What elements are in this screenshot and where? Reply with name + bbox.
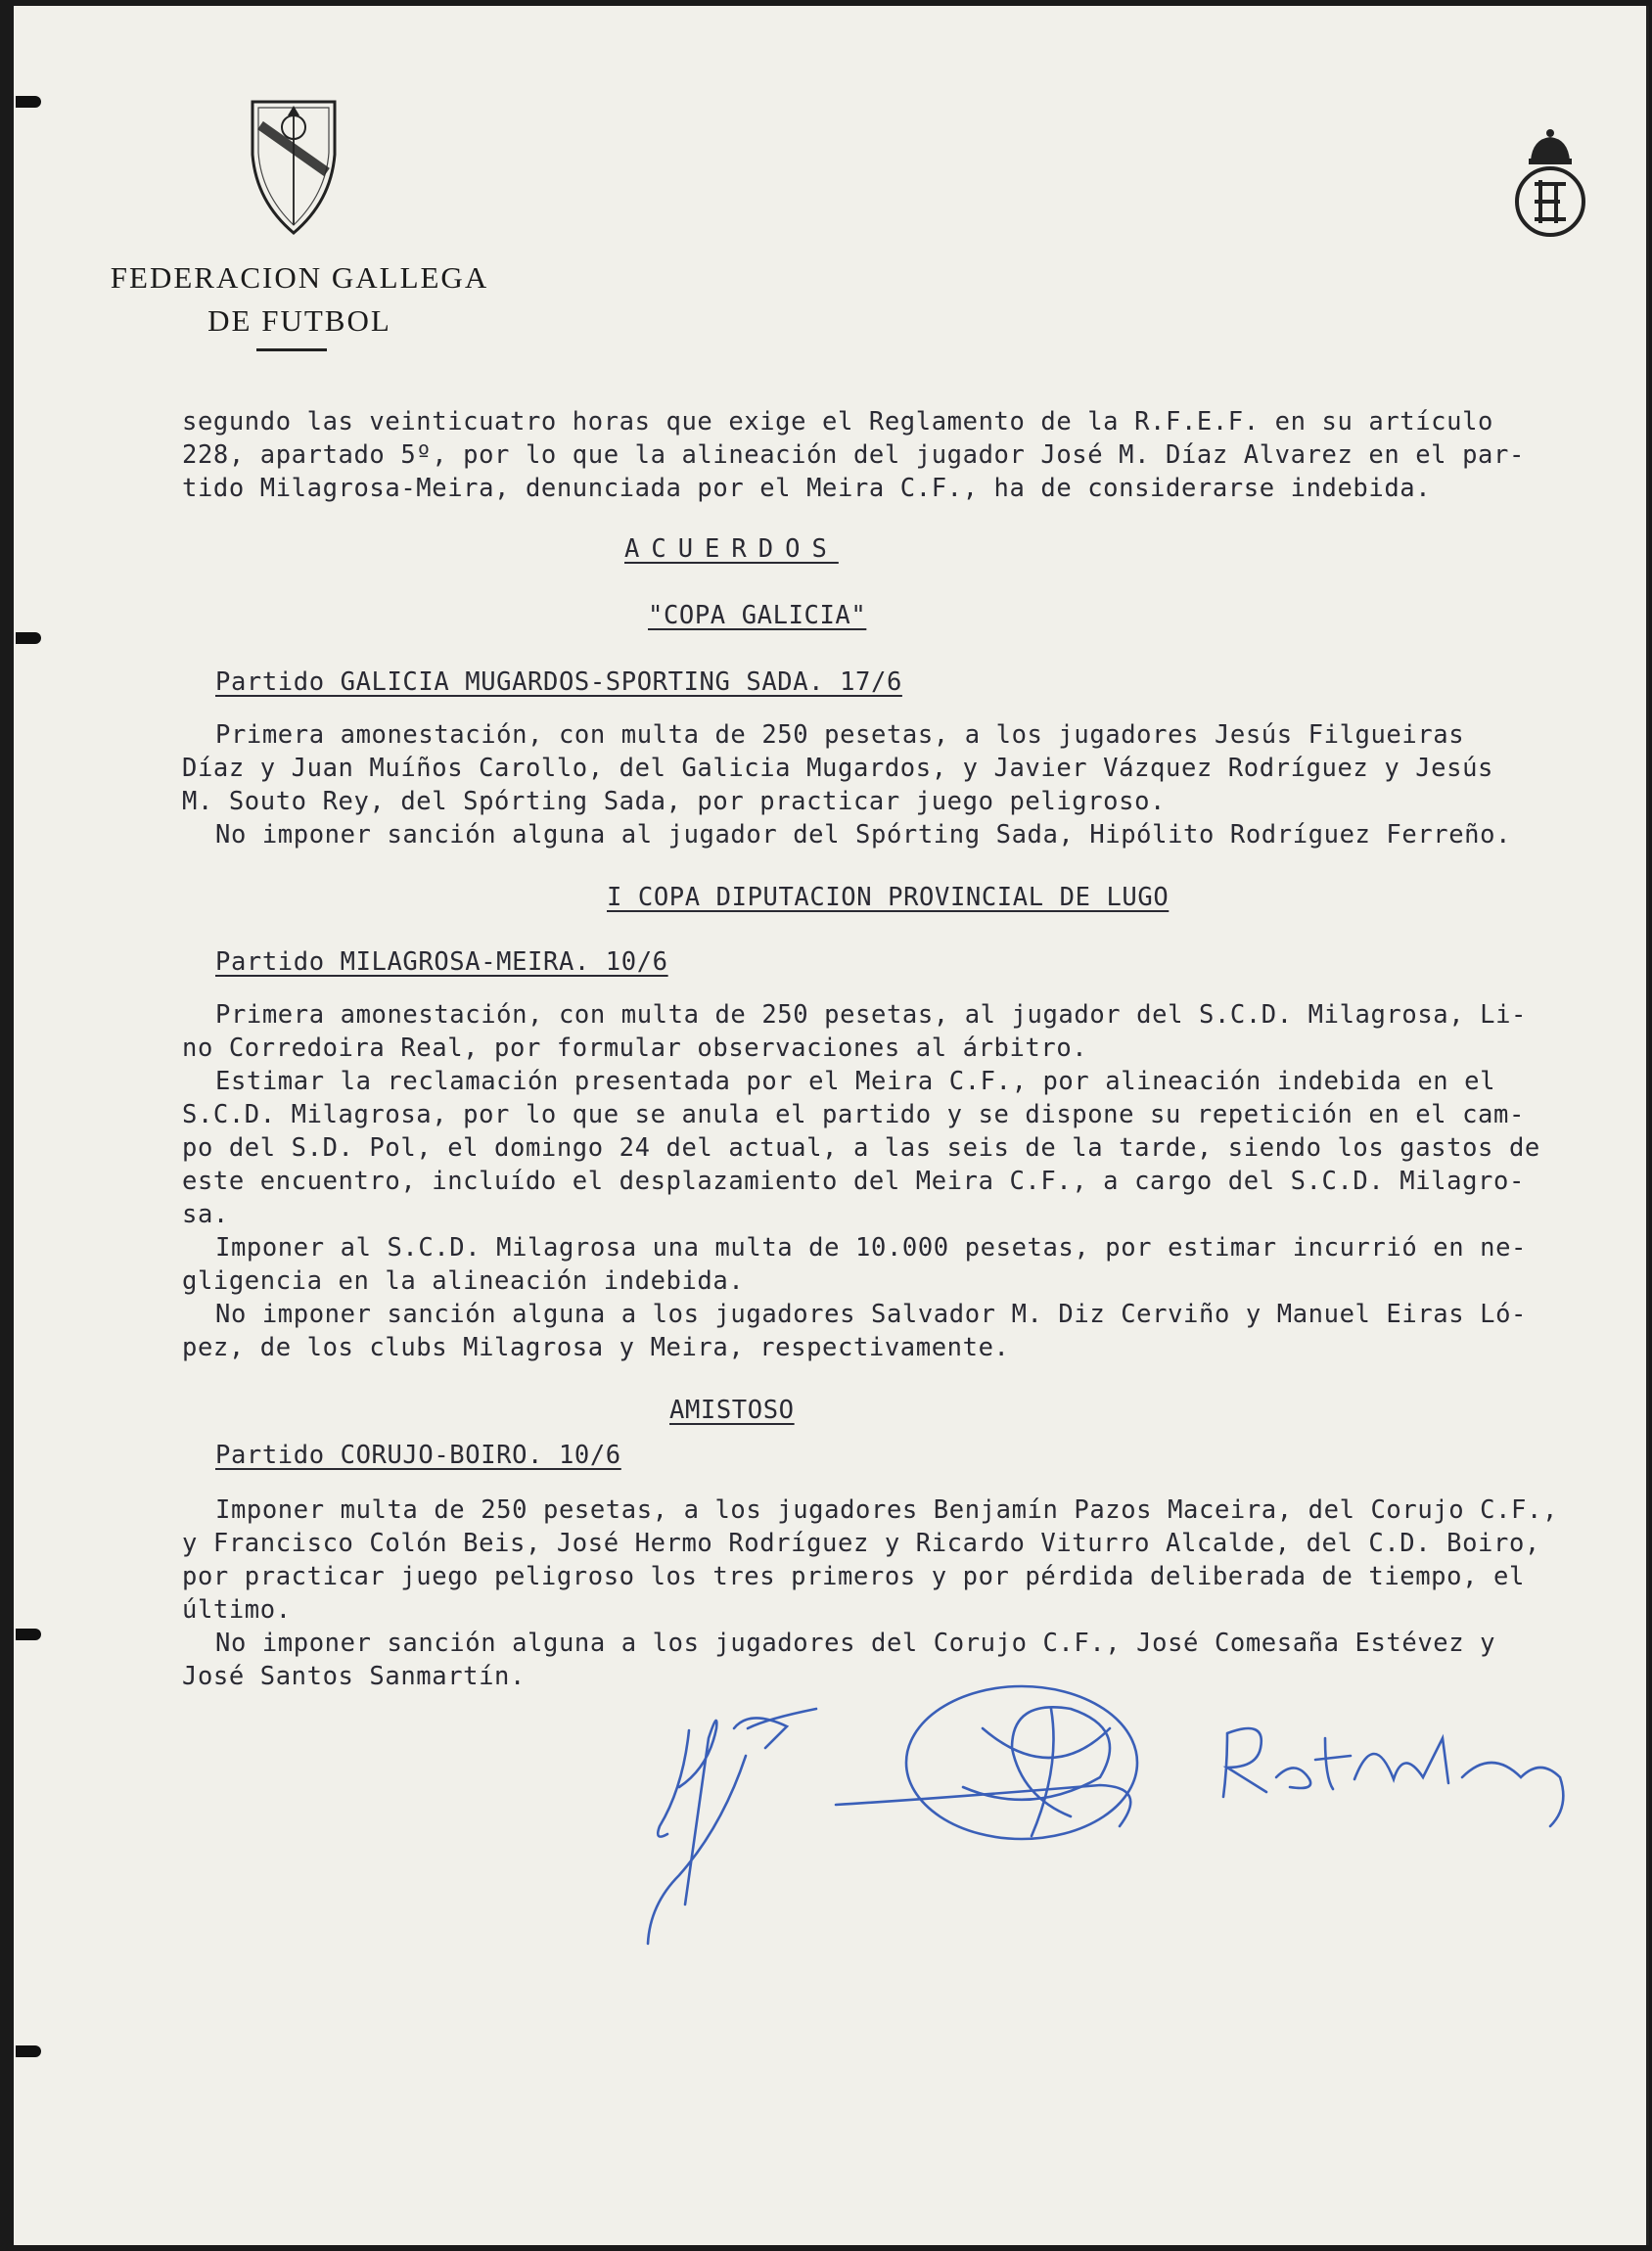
- punch-hole: [16, 96, 41, 108]
- intro-line-1: segundo las veinticuatro horas que exige el Reglamento de la R.F.E.F. en su artículo: [182, 407, 1493, 436]
- lugo-line-7: sa.: [182, 1200, 229, 1229]
- lugo-line-5: po del S.D. Pol, el domingo 24 del actual, a las seis de la tarde, siendo los gastos de: [182, 1133, 1540, 1163]
- royal-crest-icon: [1511, 125, 1589, 238]
- copa-lugo-title: I COPA DIPUTACION PROVINCIAL DE LUGO: [607, 883, 1170, 912]
- signature-1: [648, 1709, 816, 1944]
- lugo-match-heading: Partido MILAGROSA-MEIRA. 10/6: [215, 947, 668, 977]
- lugo-line-3: Estimar la reclamación presentada por el Meira C.F., por alineación indebida en el: [215, 1067, 1496, 1096]
- copa-galicia-title: "COPA GALICIA": [648, 601, 867, 630]
- intro-line-3: tido Milagrosa-Meira, denunciada por el Meira C.F., ha de considerarse indebida.: [182, 474, 1432, 503]
- lugo-line-1: Primera amonestación, con multa de 250 pesetas, al jugador del S.C.D. Milagrosa, Li-: [215, 1000, 1527, 1030]
- galicia-line-2: Díaz y Juan Muíños Carollo, del Galicia Mugardos, y Javier Vázquez Rodríguez y Jesús: [182, 754, 1493, 783]
- intro-line-2: 228, apartado 5º, por lo que la alineación del jugador José M. Díaz Alvarez en el par-: [182, 440, 1525, 470]
- amistoso-line-2: y Francisco Colón Beis, José Hermo Rodríguez y Ricardo Viturro Alcalde, del C.D. Boiro,: [182, 1529, 1540, 1558]
- acuerdos-title: ACUERDOS: [624, 534, 839, 564]
- lugo-line-10: No imponer sanción alguna a los jugadores Salvador M. Diz Cerviño y Manuel Eiras Ló-: [215, 1300, 1527, 1329]
- punch-hole: [16, 1629, 41, 1640]
- signature-2: [836, 1686, 1137, 1839]
- punch-hole: [16, 632, 41, 644]
- federation-name-line2: DE FUTBOL: [207, 303, 391, 338]
- federation-name-line1: FEDERACION GALLEGA: [110, 260, 489, 295]
- amistoso-line-6: José Santos Sanmartín.: [182, 1662, 526, 1691]
- lugo-line-2: no Corredoira Real, por formular observaciones al árbitro.: [182, 1034, 1088, 1063]
- lugo-line-4: S.C.D. Milagrosa, por lo que se anula el partido y se dispone su repetición en el cam-: [182, 1100, 1525, 1129]
- galicia-match-heading: Partido GALICIA MUGARDOS-SPORTING SADA. 17/6: [215, 667, 902, 697]
- signatures: [640, 1670, 1619, 1953]
- document-page: [14, 6, 1649, 2245]
- galicia-line-1: Primera amonestación, con multa de 250 pesetas, a los jugadores Jesús Filgueiras: [215, 720, 1465, 750]
- lugo-line-11: pez, de los clubs Milagrosa y Meira, respectivamente.: [182, 1333, 1010, 1362]
- galicia-line-3: M. Souto Rey, del Spórting Sada, por practicar juego peligroso.: [182, 787, 1166, 816]
- amistoso-title: AMISTOSO: [669, 1396, 795, 1425]
- amistoso-match-heading: Partido CORUJO-BOIRO. 10/6: [215, 1441, 621, 1470]
- lugo-line-6: este encuentro, incluído el desplazamiento del Meira C.F., a cargo del S.C.D. Milagro-: [182, 1167, 1525, 1196]
- galicia-line-4: No imponer sanción alguna al jugador del Spórting Sada, Hipólito Rodríguez Ferreño.: [215, 820, 1512, 850]
- amistoso-line-1: Imponer multa de 250 pesetas, a los jugadores Benjamín Pazos Maceira, del Corujo C.F.,: [215, 1495, 1558, 1525]
- amistoso-line-3: por practicar juego peligroso los tres primeros y por pérdida deliberada de tiempo, el: [182, 1562, 1525, 1591]
- signature-3: [1223, 1728, 1563, 1826]
- club-shield-icon: [249, 96, 339, 238]
- lugo-line-9: gligencia en la alineación indebida.: [182, 1266, 745, 1296]
- lugo-line-8: Imponer al S.C.D. Milagrosa una multa de 10.000 pesetas, por estimar incurrió en ne-: [215, 1233, 1527, 1263]
- amistoso-line-5: No imponer sanción alguna a los jugadores del Corujo C.F., José Comesaña Estévez y: [215, 1629, 1496, 1658]
- federation-name: [104, 256, 495, 343]
- punch-hole: [16, 2045, 41, 2057]
- amistoso-line-4: último.: [182, 1595, 292, 1625]
- header-divider: [256, 348, 327, 351]
